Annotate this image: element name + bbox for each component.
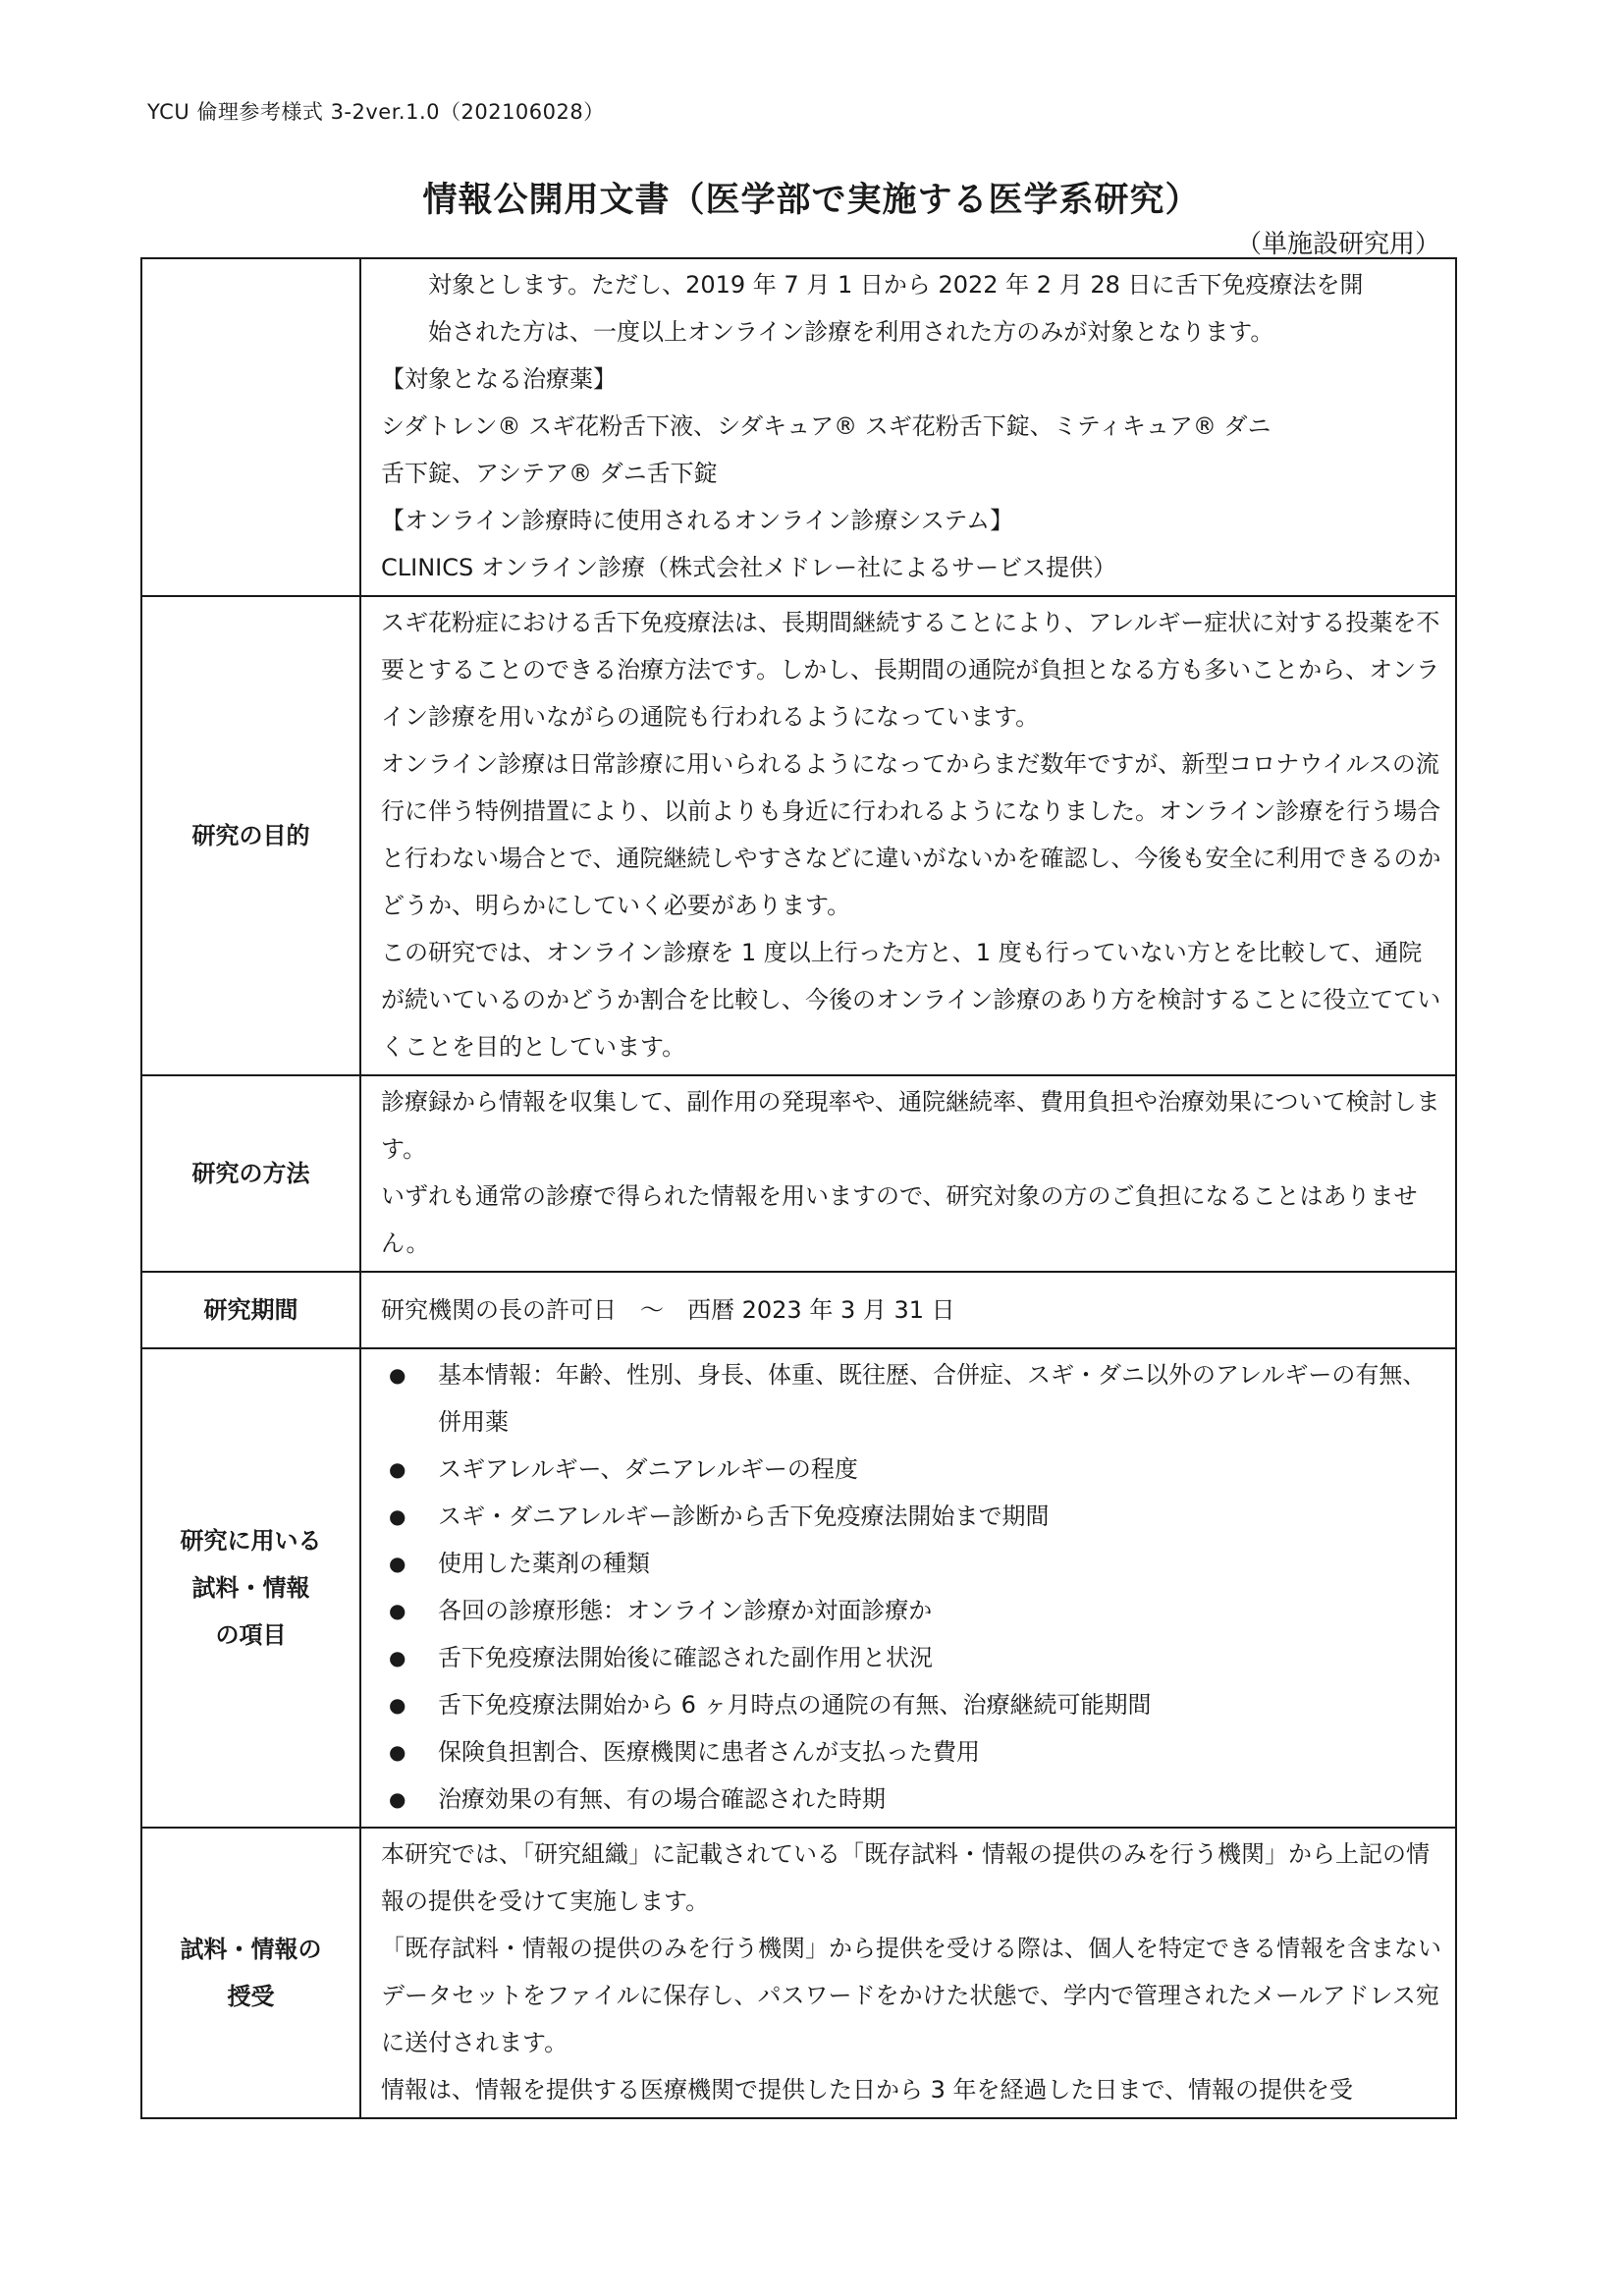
target-line-2: 始された方は、一度以上オンライン診療を利用された方のみが対象となります。: [428, 318, 1274, 346]
label-items-line-3: の項目: [215, 1621, 287, 1649]
list-item: ● 基本情報：年齢、性別、身長、体重、既往歴、合併症、スギ・ダニ以外のアレルギーの有無、併用薬: [381, 1351, 1443, 1446]
row-transfer: [141, 1828, 1456, 2118]
target-system-heading: 【オンライン診療時に使用されるオンライン診療システム】: [381, 507, 1014, 534]
transfer-paragraph-1: 本研究では、「研究組織」に記載されている「既存試料・情報の提供のみを行う機関」から上記の情報の提供を受けて実施します。: [381, 1840, 1430, 1915]
target-line-5: 舌下錠、アシテア® ダニ舌下錠: [381, 460, 718, 487]
list-item: ● 保険負担割合、医療機関に患者さんが支払った費用: [381, 1728, 1443, 1776]
transfer-paragraph-2: 「既存試料・情報の提供のみを行う機関」から提供を受ける際は、個人を特定できる情報を含まないデータセットをファイルに保存し、パスワードをかけた状態で、学内で管理されたメールアドレス宛に送付されます。: [381, 1935, 1441, 2056]
label-items-line-2: 試料・情報: [191, 1574, 310, 1602]
target-line-4: シダトレン® スギ花粉舌下液、シダキュア® スギ花粉舌下錠、ミティキュア® ダニ: [381, 412, 1271, 440]
info-table: [140, 257, 1457, 2119]
target-drugs-heading: 【対象となる治療薬】: [381, 365, 617, 393]
transfer-paragraph-3: 情報は、情報を提供する医療機関で提供した日から 3 年を経過した日まで、情報の提供を受: [381, 2076, 1354, 2104]
purpose-paragraph-2: オンライン診療は日常診療に用いられるようになってからまだ数年ですが、新型コロナウイルスの流行に伴う特例措置により、以前よりも身近に行われるようになりました。オンライン診療を行う場合と行わない場合とで、通院継続しやすさなどに違いがないかを確認し、今後も安全に利用できるのかどうか、明らかにしていく必要があります。: [381, 750, 1441, 919]
list-item: ● 各回の診療形態：オンライン診療か対面診療か: [381, 1587, 1443, 1634]
content-purpose: [360, 596, 1456, 1075]
row-method: [141, 1075, 1456, 1272]
label-items: [141, 1348, 360, 1828]
period-text: 研究機関の長の許可日 ～ 西暦 2023 年 3 月 31 日: [381, 1296, 955, 1324]
row-target: [141, 258, 1456, 596]
list-item: ● 舌下免疫療法開始後に確認された副作用と状況: [381, 1634, 1443, 1681]
list-item: ● スギアレルギー、ダニアレルギーの程度: [381, 1446, 1443, 1493]
row-period: [141, 1272, 1456, 1348]
target-line-1: 対象とします。ただし、2019 年 7 月 1 日から 2022 年 2 月 28 日に舌下免疫療法を開: [428, 271, 1364, 299]
form-id: YCU 倫理参考様式 3-2ver.1.0（202106028）: [147, 100, 605, 124]
purpose-paragraph-3: この研究では、オンライン診療を 1 度以上行った方と、1 度も行っていない方とを比較して、通院が続いているのかどうか割合を比較し、今後のオンライン診療のあり方を検討することに役立てていくことを目的としています。: [381, 939, 1441, 1061]
content-transfer: [360, 1828, 1456, 2118]
label-purpose: 研究の目的: [141, 596, 360, 1075]
target-line-7: CLINICS オンライン診療（株式会社メドレー社によるサービス提供）: [381, 554, 1117, 581]
label-transfer-line-1: 試料・情報の: [180, 1936, 322, 1963]
label-transfer: [141, 1828, 360, 2118]
method-paragraph-1: 診療録から情報を収集して、副作用の発現率や、通院継続率、費用負担や治療効果について検討します。: [381, 1088, 1440, 1163]
content-target: [360, 258, 1456, 596]
label-period: 研究期間: [141, 1272, 360, 1348]
label-method: 研究の方法: [141, 1075, 360, 1272]
list-item: ● スギ・ダニアレルギー診断から舌下免疫療法開始まで期間: [381, 1493, 1443, 1540]
list-item: ● 舌下免疫療法開始から 6 ヶ月時点の通院の有無、治療継続可能期間: [381, 1681, 1443, 1728]
label-transfer-line-2: 授受: [227, 1983, 275, 2010]
list-item: ● 使用した薬剤の種類: [381, 1540, 1443, 1587]
label-target: [141, 258, 360, 596]
list-item: ● 治療効果の有無、有の場合確認された時期: [381, 1776, 1443, 1823]
document-title: 情報公開用文書（医学部で実施する医学系研究）: [422, 181, 1201, 220]
content-items: [360, 1348, 1456, 1828]
content-period: [360, 1272, 1456, 1348]
purpose-paragraph-1: スギ花粉症における舌下免疫療法は、長期間継続することにより、アレルギー症状に対する投薬を不要とすることのできる治療方法です。しかし、長期間の通院が負担となる方も多いことから、オンライン診療を用いながらの通院も行われるようになっています。: [381, 609, 1440, 731]
row-purpose: [141, 596, 1456, 1075]
content-method: [360, 1075, 1456, 1272]
items-list: [381, 1351, 1443, 1823]
method-paragraph-2: いずれも通常の診療で得られた情報を用いますので、研究対象の方のご負担になることはありません。: [381, 1182, 1418, 1257]
document-subtitle: （単施設研究用）: [1235, 230, 1440, 259]
label-items-line-1: 研究に用いる: [180, 1527, 322, 1555]
row-items: [141, 1348, 1456, 1828]
